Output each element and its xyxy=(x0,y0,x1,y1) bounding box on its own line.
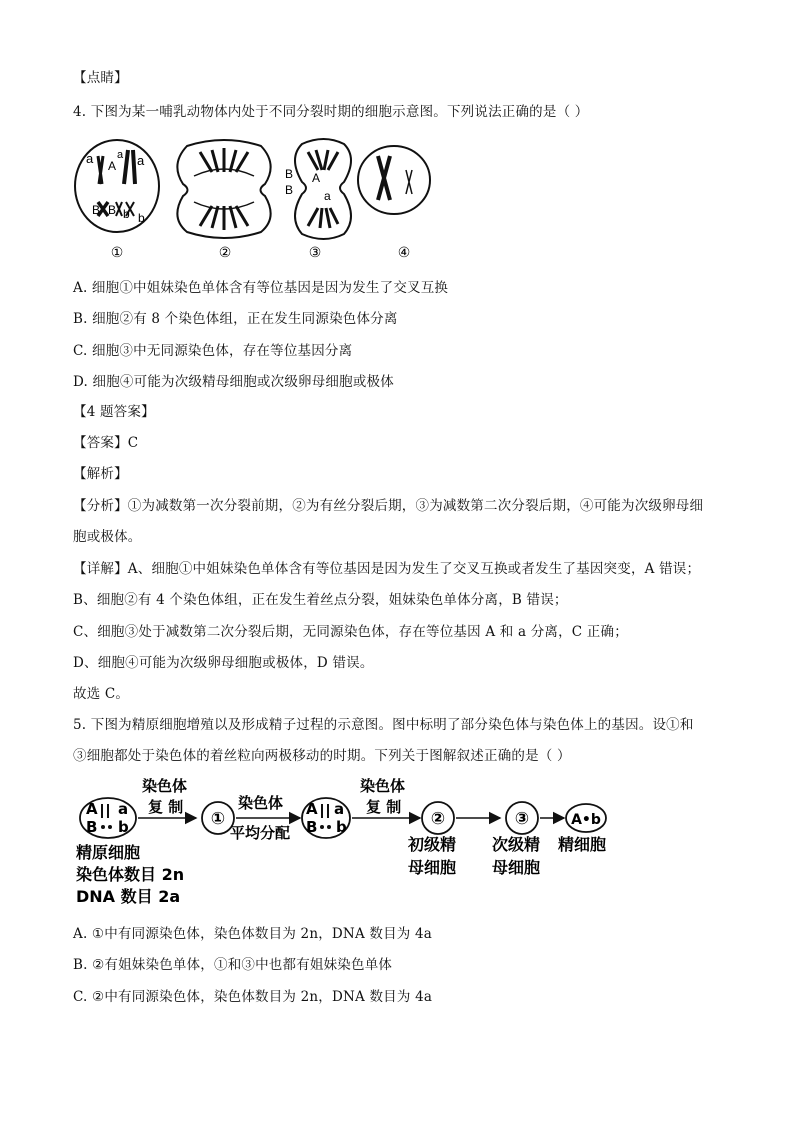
arrow3-top-label: 染色体 xyxy=(360,777,406,795)
q4-detail-line-3: C、细胞③处于减数第二次分裂后期，无同源染色体，存在等位基因 A 和 a 分离，C 正确； xyxy=(73,624,628,640)
caption-secondary-2: 母细胞 xyxy=(492,858,541,877)
arrow1-top-label: 染色体 xyxy=(142,777,188,795)
cell-1 xyxy=(75,140,159,232)
gene-label: b xyxy=(138,211,145,225)
caption-spermatogonium: 精原细胞 xyxy=(76,843,141,862)
sperm-genes: A•b xyxy=(571,812,601,828)
circle-2-label: ② xyxy=(430,809,446,829)
arrow3-bottom-label: 复 制 xyxy=(366,798,402,816)
caption-chromosome-count: 染色体数目 2n xyxy=(76,865,185,884)
gene-label: a xyxy=(86,151,94,166)
q4-detail-line-4: D、细胞④可能为次级卵母细胞或极体，D 错误。 xyxy=(73,655,374,671)
gene-label: a xyxy=(118,800,129,818)
q4-option-a: A. 细胞①中姐妹染色单体含有等位基因是因为发生了交叉互换 xyxy=(73,280,449,296)
q4-detail-line-1: 【详解】A、细胞①中姐妹染色单体含有等位基因是因为发生了交叉互换或者发生了基因突变，A 错误； xyxy=(73,561,701,577)
gene-label: B xyxy=(86,818,98,836)
gene-label: B xyxy=(285,167,294,181)
arrow1-bottom-label: 复 制 xyxy=(148,798,184,816)
gene-label: a xyxy=(334,800,345,818)
daughter-cell xyxy=(302,798,350,838)
q5-stem-line-1: 5. 下图为精原细胞增殖以及形成精子过程的示意图。图中标明了部分染色体与染色体上的基因。设①和 xyxy=(73,717,694,733)
gene-label: b xyxy=(123,207,130,221)
gene-label: B xyxy=(92,203,101,217)
gene-label: B xyxy=(285,183,294,197)
cell-label: ④ xyxy=(397,245,411,261)
cell-label: ② xyxy=(218,245,232,261)
gene-label: b xyxy=(118,818,129,836)
q4-cell-figure xyxy=(72,136,442,262)
caption-sperm: 精细胞 xyxy=(558,835,607,854)
gene-label: b xyxy=(336,818,347,836)
q5-option-c: C. ②中有同源染色体，染色体数目为 2n，DNA 数目为 4a xyxy=(73,989,433,1005)
cell-label: ① xyxy=(110,245,124,261)
gene-label: a xyxy=(137,153,145,168)
gene-label: a xyxy=(324,189,331,203)
caption-secondary-1: 次级精 xyxy=(492,835,541,854)
cell-label: ③ xyxy=(308,245,322,261)
q4-detail-line-2: B、细胞②有 4 个染色体组，正在发生着丝点分裂，姐妹染色单体分离，B 错误； xyxy=(73,592,568,608)
circle-1-label: ① xyxy=(210,809,226,829)
q5-stem-line-2: ③细胞都处于染色体的着丝粒向两极移动的时期。下列关于图解叙述正确的是（ ） xyxy=(73,748,571,764)
q4-answer: 【答案】C xyxy=(73,435,139,451)
cell-3 xyxy=(285,139,351,239)
cell-4 xyxy=(358,146,430,214)
gene-label: B xyxy=(306,818,318,836)
q4-analysis-line-1: 【分析】①为减数第一次分裂前期，②为有丝分裂后期，③为减数第二次分裂后期，④可能为次级卵母细 xyxy=(73,498,704,514)
gene-label: A xyxy=(86,800,98,818)
spermatogonium-cell xyxy=(80,798,136,838)
q4-option-b: B. 细胞②有 8 个染色体组，正在发生同源染色体分离 xyxy=(73,311,398,327)
q4-option-d: D. 细胞④可能为次级精母细胞或次级卵母细胞或极体 xyxy=(73,374,394,390)
arrow2-bottom-label: 平均分配 xyxy=(230,824,291,842)
circle-3-label: ③ xyxy=(514,809,530,829)
caption-dna-count: DNA 数目 2a xyxy=(76,887,181,906)
q5-option-a: A. ①中有同源染色体，染色体数目为 2n，DNA 数目为 4a xyxy=(73,926,433,942)
arrow2-top-label: 染色体 xyxy=(238,794,284,812)
gene-label: A xyxy=(108,159,117,173)
gene-label: a xyxy=(117,149,124,161)
q4-stem: 4. 下图为某一哺乳动物体内处于不同分裂时期的细胞示意图。下列说法正确的是（ ） xyxy=(73,104,589,120)
caption-primary-1: 初级精 xyxy=(408,835,457,854)
q4-option-c: C. 细胞③中无同源染色体，存在等位基因分离 xyxy=(73,343,353,359)
q4-analysis-line-2: 胞或极体。 xyxy=(73,529,142,545)
q4-answer-heading: 【4 题答案】 xyxy=(73,404,155,420)
gene-label: A xyxy=(312,171,321,185)
q4-conclusion: 故选 C。 xyxy=(73,686,130,702)
q5-process-figure xyxy=(72,770,632,910)
caption-primary-2: 母细胞 xyxy=(408,858,457,877)
gene-label: A xyxy=(306,800,318,818)
q5-option-b: B. ②有姐妹染色单体，①和③中也都有姐妹染色单体 xyxy=(73,957,393,973)
cell-2 xyxy=(177,140,270,238)
dianjing-heading: 【点睛】 xyxy=(73,70,128,86)
q4-analysis-heading: 【解析】 xyxy=(73,466,128,482)
gene-label: B xyxy=(108,203,117,217)
